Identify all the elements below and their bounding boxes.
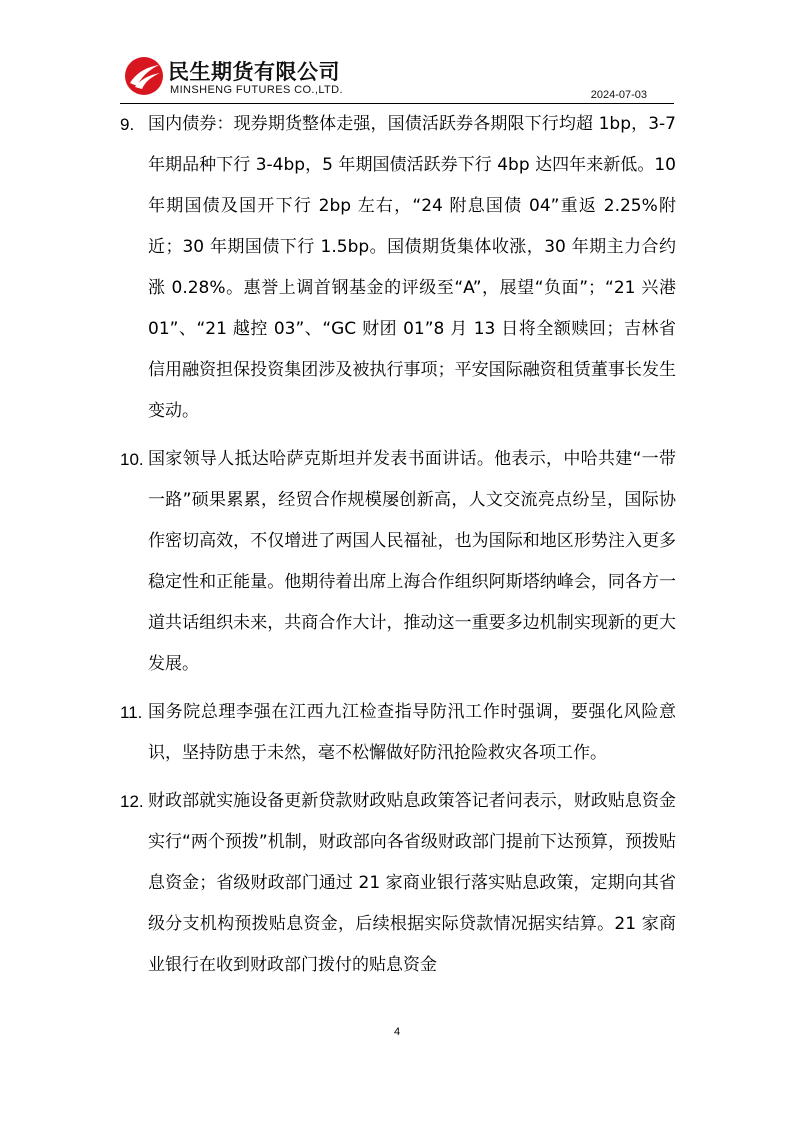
news-item-10 [120, 439, 676, 685]
item-number: 9. [120, 115, 135, 134]
item-text: 国内债券：现券期货整体走强，国债活跃券各期限下行均超 1bp，3-7 年期品种下行 3-4bp，5 年期国债活跃券下行 4bp 达四年来新低。10 年期国债及国开下行 2bp 左右，“24 附息国债 04”重返 2.25%附近；30 年期国债下行 1.5bp。国债期货集体收涨，30 年期主力合约涨 0.28%。惠誉上调首钢基金的评级至“A”，展望“负面”；“21 兴港 01”、“21 越控 03”、“GC 财团 01”8 月 13 日将全额赎回；吉林省信用融资担保投资集团涉及被执行事项；平安国际融资租赁董事长发生变动。 [148, 114, 676, 421]
minsheng-logo-icon [124, 56, 164, 96]
item-number: 11. [120, 703, 143, 722]
item-number: 10. [120, 450, 144, 469]
news-item-12 [120, 781, 676, 986]
item-text: 国家领导人抵达哈萨克斯坦并发表书面讲话。他表示，中哈共建“一带一路”硕果累累，经贸合作规模屡创新高，人文交流亮点纷呈，国际协作密切高效，不仅增进了两国人民福祉，也为国际和地区形势注入更多稳定性和正能量。他期待着出席上海合作组织阿斯塔纳峰会，同各方一道共话组织未来，共商合作大计，推动这一重要多边机制实现新的更大发展。 [148, 449, 676, 674]
page-header [0, 0, 794, 110]
item-number: 12. [120, 792, 144, 811]
company-name-cn: 民生期货有限公司 [168, 60, 340, 84]
item-text: 国务院总理李强在江西九江检查指导防汛工作时强调，要强化风险意识，坚持防患于未然，毫不松懈做好防汛抢险救灾各项工作。 [148, 702, 676, 763]
report-date: 2024-07-03 [590, 89, 647, 101]
page-number: 4 [393, 1026, 401, 1038]
company-name-en: MINSHENG FUTURES CO.,LTD. [170, 84, 343, 96]
document-body [120, 104, 676, 993]
item-text: 财政部就实施设备更新贷款财政贴息政策答记者问表示，财政贴息资金实行“两个预拨”机制，财政部向各省级财政部门提前下达预算，预拨贴息资金；省级财政部门通过 21 家商业银行落实贴息政策，定期向其省级分支机构预拨贴息资金，后续根据实际贷款情况据实结算。21 家商业银行在收到财政部门拨付的贴息资金 [148, 791, 676, 975]
news-item-11 [120, 692, 676, 774]
news-item-9 [120, 104, 676, 432]
